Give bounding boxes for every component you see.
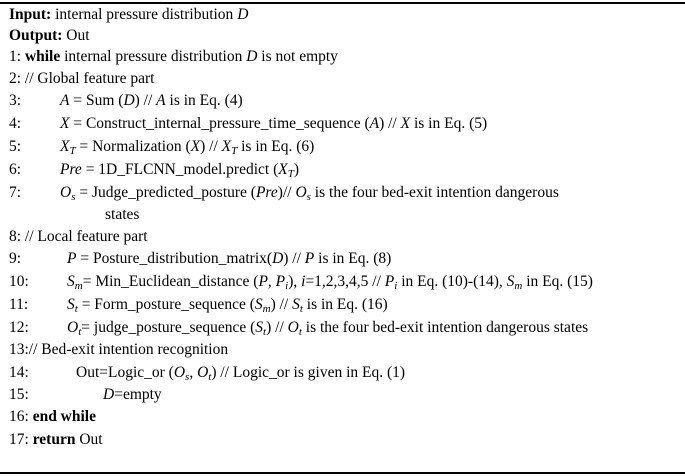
line-text: 11:	[9, 296, 29, 313]
algorithm-line	[9, 26, 90, 46]
algorithm-line	[9, 407, 96, 427]
subscript-text: t	[299, 303, 303, 315]
algorithm-line	[9, 227, 148, 247]
line-text: is in Eq. (5)	[410, 115, 488, 132]
line-text: S	[506, 273, 515, 290]
line-text: D	[237, 6, 249, 23]
algorithm-line	[9, 272, 593, 292]
line-text: S	[254, 296, 263, 313]
line-text: = Normalization (	[75, 138, 191, 155]
line-text: O	[173, 364, 186, 381]
line-text: ) //	[283, 250, 305, 267]
subscript-text: m	[74, 280, 83, 292]
algorithm-line	[9, 249, 391, 269]
subscript-text: T	[231, 145, 238, 157]
line-text: is the four bed-exit intention dangerous states	[301, 319, 589, 336]
algorithm-line	[9, 205, 139, 225]
line-text: 13:// Bed-exit intention recognition	[9, 341, 229, 358]
line-text: P	[67, 250, 77, 267]
line-text: X	[60, 115, 70, 132]
algorithm-line	[9, 318, 588, 338]
keyword-text: Output:	[9, 27, 63, 44]
line-text: states	[105, 206, 140, 223]
line-text: Pre	[255, 184, 278, 201]
line-text: 14:	[9, 364, 29, 381]
line-text: S	[292, 296, 300, 313]
line-text: D	[123, 92, 135, 109]
line-text: 12:	[9, 319, 29, 336]
line-text: = 1D_FLCNN_model.predict (	[81, 161, 279, 178]
subscript-text: i	[394, 280, 398, 292]
line-text: i	[301, 273, 306, 290]
line-text: in Eq. (10)-(14),	[397, 273, 507, 290]
subscript-text: T	[287, 168, 294, 180]
line-text: X	[400, 115, 411, 132]
subscript-text: t	[74, 303, 78, 315]
line-text: A	[369, 115, 380, 132]
algorithm-line	[9, 160, 299, 180]
line-text: internal pressure distribution	[51, 6, 238, 23]
subscript-text: m	[262, 303, 271, 315]
line-text: P	[384, 273, 395, 290]
algorithm-line	[9, 5, 248, 25]
algorithm-line	[9, 91, 243, 111]
line-text: P	[258, 273, 268, 290]
line-text: = Sum (	[69, 92, 124, 109]
line-text: is the four bed-exit intention dangerous	[310, 184, 559, 201]
line-text: 6:	[9, 161, 22, 178]
line-text: 9:	[9, 250, 22, 267]
line-text: O	[295, 184, 307, 201]
line-text: = Judge_predicted_posture (	[75, 184, 256, 201]
algorithm-line	[9, 295, 388, 315]
line-text: O	[67, 319, 79, 336]
keyword-text: return	[32, 431, 76, 448]
line-text: S	[255, 319, 264, 336]
line-text: X	[221, 138, 232, 155]
line-text: Out	[75, 431, 103, 448]
line-text: is in Eq. (8)	[314, 250, 392, 267]
algorithm-line	[9, 114, 487, 134]
line-text: O	[60, 184, 72, 201]
algorithm-line	[9, 385, 162, 405]
line-text: ) //	[200, 138, 222, 155]
line-text: P	[275, 273, 286, 290]
line-text: D	[272, 250, 284, 267]
line-text: ,	[189, 364, 198, 381]
line-text: ),	[288, 273, 302, 290]
subscript-text: m	[514, 280, 523, 292]
keyword-text: end while	[32, 408, 96, 425]
line-text: X	[278, 161, 288, 178]
subscript-text: t	[78, 326, 82, 338]
line-text: A	[60, 92, 70, 109]
line-text: ) //	[379, 115, 401, 132]
line-text: Out	[62, 27, 90, 44]
subscript-text: T	[69, 145, 76, 157]
line-text: ) // Logic_or is given in Eq. (1)	[211, 364, 406, 381]
line-text: is in Eq. (6)	[237, 138, 315, 155]
subscript-text: s	[71, 191, 76, 203]
line-text: X	[60, 138, 70, 155]
line-text: 16:	[9, 408, 33, 425]
subscript-text: s	[306, 191, 311, 203]
line-text	[75, 280, 83, 292]
line-text: =1,2,3,4,5 //	[305, 273, 385, 290]
line-text: )//	[277, 184, 296, 201]
line-text: A	[156, 92, 166, 109]
line-text: ) //	[266, 319, 288, 336]
line-text: S	[67, 273, 75, 290]
line-text: Out=Logic_or (	[76, 364, 174, 381]
line-text: D	[103, 386, 115, 403]
line-text: = Posture_distribution_matrix(	[76, 250, 273, 267]
algorithm-line	[9, 363, 405, 383]
line-text: S	[67, 296, 75, 313]
line-text: = Form_posture_sequence (	[77, 296, 255, 313]
line-text: O	[197, 364, 209, 381]
line-text: 4:	[9, 115, 22, 132]
line-text: O	[287, 319, 299, 336]
keyword-text: Input:	[9, 6, 52, 23]
subscript-text: t	[263, 326, 267, 338]
line-text: = Construct_internal_pressure_time_sequence (	[69, 115, 370, 132]
line-text: Pre	[60, 161, 82, 178]
line-text: ) //	[270, 296, 293, 313]
line-text: 8: // Local feature part	[9, 228, 148, 245]
line-text: X	[190, 138, 201, 155]
subscript-text: t	[208, 371, 212, 383]
line-text: is in Eq. (16)	[302, 296, 388, 313]
algorithm-line	[9, 430, 103, 450]
line-text: 7:	[9, 184, 22, 201]
algorithm-line	[9, 137, 314, 157]
line-text: = Min_Euclidean_distance (	[82, 273, 259, 290]
top-rule	[0, 2, 685, 4]
subscript-text: i	[285, 280, 289, 292]
line-text: P	[304, 250, 315, 267]
line-text: 15:	[9, 386, 29, 403]
line-text: )	[293, 161, 300, 178]
bottom-rule	[0, 472, 685, 474]
subscript-text: t	[298, 326, 302, 338]
line-text: D	[246, 48, 258, 65]
line-text: 10:	[9, 273, 29, 290]
keyword-text: while	[24, 48, 61, 65]
line-text: internal pressure distribution	[60, 48, 247, 65]
subscript-text: s	[185, 371, 190, 383]
line-text: is in Eq. (4)	[165, 92, 243, 109]
algorithm-line	[9, 183, 559, 203]
line-text: 17:	[9, 431, 33, 448]
line-text: ) //	[134, 92, 157, 109]
line-text: in Eq. (15)	[522, 273, 593, 290]
line-text: 2: // Global feature part	[9, 70, 155, 87]
line-text: = judge_posture_sequence (	[81, 319, 256, 336]
line-text: 5:	[9, 138, 22, 155]
line-text: is not empty	[257, 48, 338, 65]
line-text	[263, 303, 271, 315]
algorithm-line	[9, 69, 154, 89]
line-text: 3:	[9, 92, 22, 109]
line-text: 1:	[9, 48, 25, 65]
line-text: ,	[267, 273, 276, 290]
algorithm-line	[9, 47, 338, 67]
algorithm-line	[9, 340, 228, 360]
line-text: =empty	[114, 386, 162, 403]
